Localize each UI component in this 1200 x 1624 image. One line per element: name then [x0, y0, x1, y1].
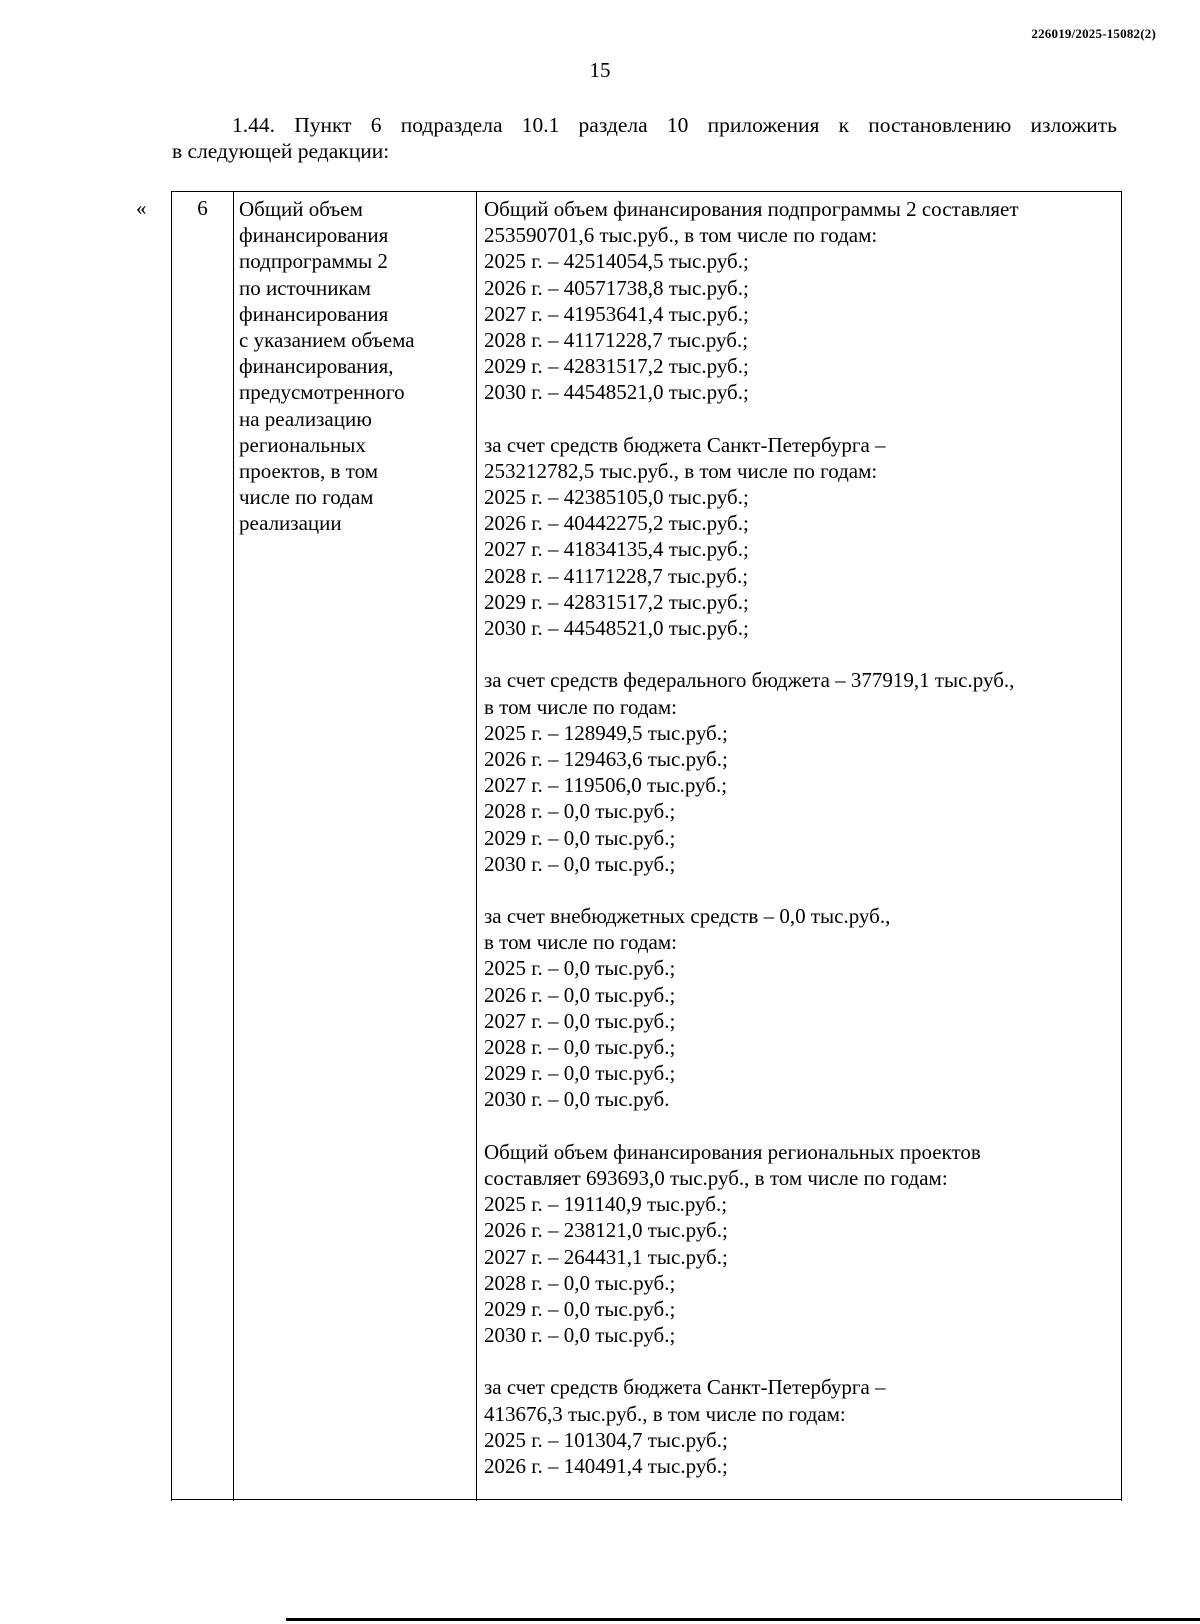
financing-line: 2025 г. – 42385105,0 тыс.руб.;: [484, 485, 749, 510]
intro-paragraph: [172, 112, 1117, 164]
financing-line: 2028 г. – 0,0 тыс.руб.;: [484, 1035, 676, 1059]
financing-line: 2025 г. – 0,0 тыс.руб.;: [484, 956, 676, 981]
financing-line: 2028 г. – 0,0 тыс.руб.;: [484, 799, 676, 824]
financing-line: 2027 г. – 264431,1 тыс.руб.;: [484, 1244, 728, 1269]
financing-line: 2028 г. – 41171228,7 тыс.руб.;: [484, 327, 749, 352]
opening-quote-mark: «: [136, 196, 147, 220]
financing-line: 2027 г. – 41953641,4 тыс.руб.;: [484, 301, 749, 326]
financing-line: 2027 г. – 0,0 тыс.руб.;: [484, 1008, 676, 1033]
row-name-line: по источникам: [239, 275, 371, 300]
financing-line: 2025 г. – 101304,7 тыс.руб.;: [484, 1427, 728, 1452]
row-name-cell: [239, 196, 471, 537]
financing-line: 2025 г. – 191140,9 тыс.руб.;: [484, 1192, 728, 1217]
financing-line: за счет средств федерального бюджета – 377919,1 тыс.руб.,: [484, 668, 1015, 693]
financing-line: 2029 г. – 0,0 тыс.руб.;: [484, 1061, 676, 1086]
financing-line: 2025 г. – 42514054,5 тыс.руб.;: [484, 249, 749, 274]
table-bottom-border: [171, 1499, 1122, 1500]
row-name-line: подпрограммы 2: [239, 249, 388, 274]
block-spacer: [484, 641, 1114, 667]
block-spacer: [484, 1113, 1114, 1139]
financing-line: 2025 г. – 128949,5 тыс.руб.;: [484, 720, 728, 745]
financing-line: за счет средств бюджета Санкт-Петербурга –: [484, 432, 886, 457]
financing-line: 2026 г. – 238121,0 тыс.руб.;: [484, 1218, 728, 1243]
intro-line-1: 1.44. Пункт 6 подраздела 10.1 раздела 10 приложения к постановлению изложить: [232, 113, 1117, 137]
financing-line: 2027 г. – 119506,0 тыс.руб.;: [484, 773, 728, 798]
row-name-line: предусмотренного: [239, 380, 405, 405]
row-name-line: проектов, в том: [239, 459, 379, 484]
financing-line: 2028 г. – 0,0 тыс.руб.;: [484, 1270, 676, 1295]
document-id: 226019/2025-15082(2): [1031, 26, 1156, 41]
financing-line: 2026 г. – 140491,4 тыс.руб.;: [484, 1454, 728, 1478]
financing-line: в том числе по годам:: [484, 694, 677, 719]
financing-line: 2026 г. – 40442275,2 тыс.руб.;: [484, 511, 749, 536]
page-bottom-edge-line: [286, 1618, 1200, 1621]
page-number: 15: [589, 58, 611, 82]
financing-line: 2030 г. – 44548521,0 тыс.руб.;: [484, 616, 749, 640]
financing-line: 2026 г. – 0,0 тыс.руб.;: [484, 982, 676, 1007]
row-name-line: числе по годам: [239, 485, 374, 510]
row-name-line: финансирования: [239, 223, 389, 248]
column-divider-2: [476, 192, 477, 1501]
financing-line: 2026 г. – 40571738,8 тыс.руб.;: [484, 275, 749, 300]
financing-line: за счет средств бюджета Санкт-Петербурга –: [484, 1375, 886, 1400]
financing-line: 2030 г. – 44548521,0 тыс.руб.;: [484, 380, 749, 405]
financing-line: 2029 г. – 0,0 тыс.руб.;: [484, 1296, 676, 1321]
financing-line: 2028 г. – 41171228,7 тыс.руб.;: [484, 563, 749, 588]
row-name-line: региональных: [239, 432, 366, 457]
block-spacer: [484, 406, 1114, 432]
intro-line-2: в следующей редакции:: [172, 139, 390, 163]
row-name-line: на реализацию: [239, 406, 372, 431]
financing-line: 2030 г. – 0,0 тыс.руб.: [484, 1087, 670, 1112]
row-name-line: финансирования: [239, 301, 389, 326]
row-content-cell: [484, 196, 1114, 1479]
financing-line: 2029 г. – 42831517,2 тыс.руб.;: [484, 354, 749, 379]
financing-table: [171, 191, 1122, 1501]
financing-line: 2030 г. – 0,0 тыс.руб.;: [484, 1323, 676, 1348]
block-spacer: [484, 1348, 1114, 1374]
financing-line: в том числе по годам:: [484, 930, 677, 955]
row-name-line: реализации: [239, 511, 342, 536]
financing-line: составляет 693693,0 тыс.руб., в том числе по годам:: [484, 1165, 948, 1190]
financing-line: 2029 г. – 0,0 тыс.руб.;: [484, 825, 676, 850]
column-divider-1: [233, 192, 234, 1501]
row-number-cell: 6: [197, 196, 208, 220]
financing-line: Общий объем финансирования региональных проектов: [484, 1139, 981, 1164]
financing-line: 2030 г. – 0,0 тыс.руб.;: [484, 851, 676, 876]
financing-line: за счет внебюджетных средств – 0,0 тыс.руб.,: [484, 904, 891, 929]
row-name-line: Общий объем: [239, 197, 363, 221]
financing-line: 253590701,6 тыс.руб., в том числе по годам:: [484, 223, 878, 248]
financing-line: 2027 г. – 41834135,4 тыс.руб.;: [484, 537, 749, 562]
row-name-line: с указанием объема: [239, 328, 415, 353]
financing-line: 2029 г. – 42831517,2 тыс.руб.;: [484, 589, 749, 614]
block-spacer: [484, 877, 1114, 903]
financing-line: Общий объем финансирования подпрограммы 2 составляет: [484, 197, 1019, 221]
row-name-line: финансирования,: [239, 354, 394, 379]
financing-line: 2026 г. – 129463,6 тыс.руб.;: [484, 746, 728, 771]
financing-line: 253212782,5 тыс.руб., в том числе по годам:: [484, 458, 878, 483]
financing-line: 413676,3 тыс.руб., в том числе по годам:: [484, 1401, 846, 1426]
